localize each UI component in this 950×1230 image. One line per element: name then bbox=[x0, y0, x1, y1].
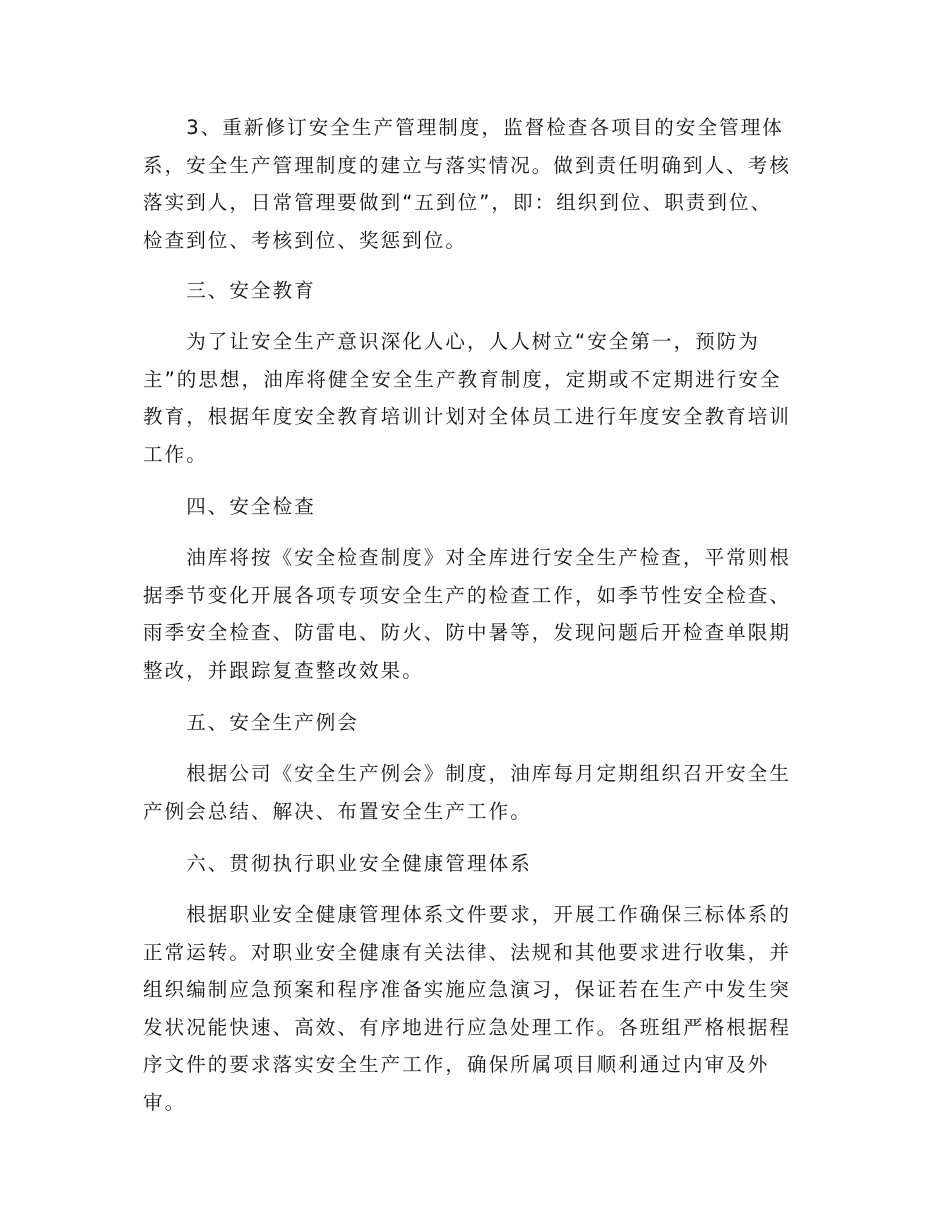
text-line: 根据公司《安全生产例会》制度，油库每月定期组织召开安全生 bbox=[143, 762, 792, 785]
paragraph-ohs-system bbox=[143, 896, 815, 1122]
heading-text: 三、安全教育 bbox=[143, 279, 316, 302]
text-line: 为了让安全生产意识深化人心，人人树立“安全第一，预防为 bbox=[143, 330, 761, 353]
heading-text: 四、安全检查 bbox=[143, 495, 316, 518]
text-line: 整改，并跟踪复查整改效果。 bbox=[143, 658, 424, 682]
heading-text: 六、贯彻执行职业安全健康管理体系 bbox=[143, 852, 532, 875]
section-heading-safety-meeting bbox=[143, 704, 815, 742]
text-line: 油库将按《安全检查制度》对全库进行安全生产检查，平常则根 bbox=[143, 546, 792, 569]
paragraph-safety-inspection bbox=[143, 539, 815, 689]
text-line: 教育，根据年度安全教育培训计划对全体员工进行年度安全教育培训 bbox=[143, 405, 792, 429]
text-line: 序文件的要求落实安全生产工作，确保所属项目顺利通过内审及外 bbox=[143, 1053, 770, 1077]
text-line: 工作。 bbox=[143, 442, 208, 466]
text-line: 系，安全生产管理制度的建立与落实情况。做到责任明确到人、考核 bbox=[143, 153, 792, 177]
text-line: 落实到人，日常管理要做到“五到位”，即：组织到位、职责到位、 bbox=[143, 191, 773, 215]
text-line: 组织编制应急预案和程序准备实施应急演习，保证若在生产中发生突 bbox=[143, 978, 792, 1002]
text-line: 检查到位、考核到位、奖惩到位。 bbox=[143, 228, 468, 252]
text-line: 3、重新修订安全生产管理制度，监督检查各项目的安全管理体 bbox=[143, 116, 784, 139]
text-line: 产例会总结、解决、布置安全生产工作。 bbox=[143, 799, 532, 823]
text-line: 审。 bbox=[143, 1090, 187, 1114]
text-line: 发状况能快速、高效、有序地进行应急处理工作。各班组严格根据程 bbox=[143, 1015, 792, 1039]
text-line: 正常运转。对职业安全健康有关法律、法规和其他要求进行收集，并 bbox=[143, 940, 792, 964]
text-line: 根据职业安全健康管理体系文件要求，开展工作确保三标体系的 bbox=[143, 903, 792, 926]
section-heading-safety-education bbox=[143, 272, 815, 310]
text-line: 主”的思想，油库将健全安全生产教育制度，定期或不定期进行安全 bbox=[143, 367, 782, 391]
heading-text: 五、安全生产例会 bbox=[143, 711, 360, 734]
text-line: 雨季安全检查、防雷电、防火、防中暑等，发现问题后开检查单限期 bbox=[143, 621, 792, 645]
paragraph-safety-education bbox=[143, 323, 815, 473]
paragraph-safety-meeting bbox=[143, 755, 815, 830]
paragraph-management-system bbox=[143, 109, 815, 259]
text-line: 据季节变化开展各项专项安全生产的检查工作，如季节性安全检查、 bbox=[143, 583, 792, 607]
section-heading-safety-inspection bbox=[143, 488, 815, 526]
section-heading-ohs-system bbox=[143, 845, 815, 883]
